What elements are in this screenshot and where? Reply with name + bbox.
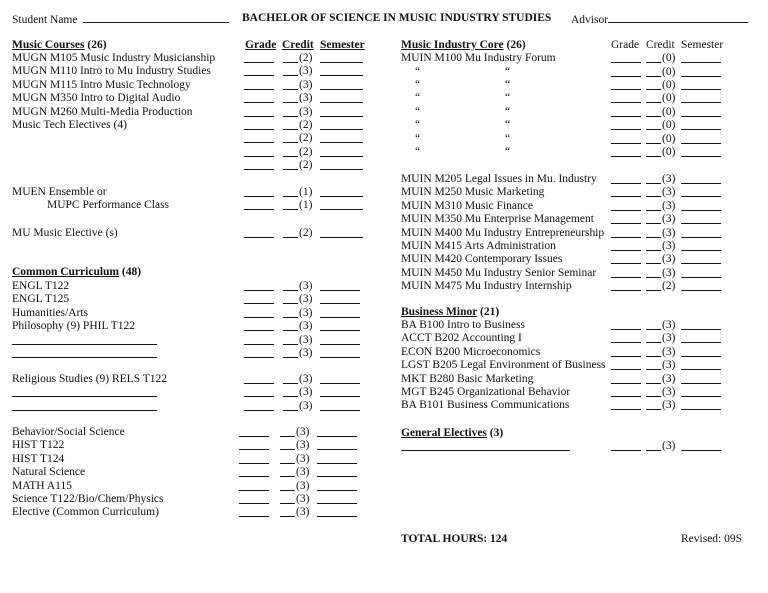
col-grade-header: Grade: [245, 39, 277, 51]
behavior-grade-blank[interactable]: [239, 436, 269, 437]
core-course-label: MUIN M400 Mu Industry Entrepreneurship: [401, 226, 605, 239]
cc-label: Humanities/Arts: [12, 306, 89, 319]
core-col-credit-header: Credit: [646, 39, 675, 51]
business-course-grade-blank[interactable]: [611, 409, 641, 410]
performance-grade-blank[interactable]: [244, 209, 274, 210]
behavior-credit-blank[interactable]: [280, 476, 295, 477]
cc-grade-blank[interactable]: [244, 290, 274, 291]
cc-credit: (3): [299, 306, 313, 319]
revised-note: Revised: 09S: [681, 533, 743, 545]
cc-semester-blank[interactable]: [320, 303, 360, 304]
business-course-label: MGT B245 Organizational Behavior: [401, 386, 571, 398]
music-elective-label: MU Music Elective (s): [12, 227, 118, 239]
core-course-label: MUIN M205 Legal Issues in Mu. Industry: [401, 173, 597, 185]
course-label: MUGN M260 Multi-Media Production: [12, 105, 193, 118]
business-course-label: MKT B280 Basic Marketing: [401, 372, 534, 385]
religious-semester-blank[interactable]: [320, 396, 360, 397]
behavior-credit: (3): [296, 426, 310, 438]
music-course-credit: (3): [299, 65, 313, 78]
core-course-grade-blank[interactable]: [611, 210, 641, 211]
behavior-credit: (3): [296, 479, 310, 492]
music-course-credit: (3): [299, 105, 313, 118]
forum-label: MUIN M100 Mu Industry Forum: [401, 52, 556, 64]
cc-credit-blank[interactable]: [283, 317, 298, 318]
core-course-credit-blank[interactable]: [646, 196, 661, 197]
ditto-mark: “: [505, 65, 511, 78]
business-course-credit: (3): [662, 319, 676, 331]
cc-credit: (3): [299, 320, 313, 333]
business-course-grade-blank[interactable]: [611, 369, 641, 370]
business-course-credit-blank[interactable]: [646, 396, 661, 397]
behavior-semester-blank[interactable]: [317, 436, 357, 437]
cc-semester-blank[interactable]: [320, 357, 360, 358]
behavior-credit: (3): [296, 466, 310, 479]
total-hours: TOTAL HOURS: 124: [401, 533, 508, 545]
cc-grade-blank[interactable]: [244, 317, 274, 318]
cc-credit-blank[interactable]: [283, 357, 298, 358]
core-course-label: MUIN M475 Mu Industry Internship: [401, 280, 572, 293]
forum-credit: (0): [662, 52, 676, 64]
business-minor-heading-title: Business Minor: [401, 306, 478, 318]
ditto-mark: “: [505, 78, 511, 91]
music-course-credit: (3): [299, 78, 313, 91]
forum-repeat-credit-blank[interactable]: [646, 116, 661, 117]
behavior-credit: (3): [296, 452, 310, 465]
performance-semester-blank[interactable]: [320, 209, 363, 210]
general-electives-heading-title: General Electives: [401, 427, 487, 439]
core-course-credit: (3): [662, 226, 676, 239]
business-course-semester-blank[interactable]: [681, 409, 721, 410]
business-minor-heading: [401, 306, 499, 319]
behavior-grade-blank[interactable]: [239, 516, 269, 517]
music-industry-core-heading-title: Music Industry Core: [401, 39, 504, 51]
music-elective-grade-blank[interactable]: [244, 237, 274, 238]
business-course-grade-blank[interactable]: [611, 396, 641, 397]
core-course-credit: (3): [662, 240, 676, 252]
music-course-grade-blank[interactable]: [244, 75, 274, 76]
cc-credit: (3): [299, 333, 313, 346]
advisor-label: Advisor: [571, 14, 609, 26]
ditto-mark: “: [415, 132, 421, 145]
music-course-semester-blank[interactable]: [320, 89, 363, 90]
business-course-credit: (3): [662, 345, 676, 358]
core-course-credit-blank[interactable]: [646, 277, 661, 278]
business-course-semester-blank[interactable]: [681, 342, 721, 343]
behavior-semester-blank[interactable]: [317, 449, 357, 450]
behavior-semester-blank[interactable]: [317, 463, 357, 464]
cc-credit: (3): [299, 280, 313, 292]
music-course-credit: (2): [299, 145, 313, 158]
business-course-semester-blank[interactable]: [681, 369, 721, 370]
music-course-credit: (2): [299, 132, 313, 145]
religious-credit-blank[interactable]: [283, 383, 298, 384]
core-course-semester-blank[interactable]: [681, 290, 721, 291]
business-course-credit: (3): [662, 332, 676, 345]
common-curriculum-heading-hours: (48): [119, 266, 142, 278]
business-course-credit-blank[interactable]: [646, 356, 661, 357]
behavior-credit-blank[interactable]: [280, 463, 295, 464]
business-course-grade-blank[interactable]: [611, 342, 641, 343]
forum-repeat-credit-blank[interactable]: [646, 143, 661, 144]
cc-grade-blank[interactable]: [244, 357, 274, 358]
music-course-grade-blank[interactable]: [244, 102, 274, 103]
cc-credit-blank[interactable]: [283, 290, 298, 291]
ditto-mark: “: [415, 65, 421, 78]
core-col-semester-header: Semester: [681, 39, 724, 51]
course-label: MUGN M115 Intro Music Technology: [12, 78, 191, 91]
forum-repeat-grade-blank[interactable]: [611, 102, 641, 103]
business-course-semester-blank[interactable]: [681, 396, 721, 397]
core-course-credit: (3): [662, 173, 676, 185]
forum-repeat-grade-blank[interactable]: [611, 116, 641, 117]
forum-repeat-semester-blank[interactable]: [681, 143, 721, 144]
cc-grade-blank[interactable]: [244, 344, 274, 345]
ditto-mark: “: [415, 78, 421, 91]
ditto-mark: “: [415, 145, 421, 158]
business-course-credit: (3): [662, 372, 676, 385]
course-label: MUGN M105 Music Industry Musicianship: [12, 52, 216, 64]
behavior-grade-blank[interactable]: [239, 476, 269, 477]
forum-semester-blank[interactable]: [681, 62, 721, 63]
music-industry-core-heading-hours: (26): [503, 39, 526, 51]
forum-credit-blank[interactable]: [646, 62, 661, 63]
cc-credit: (3): [299, 347, 313, 359]
common-curriculum-heading: [12, 266, 141, 279]
core-course-grade-blank[interactable]: [611, 183, 641, 184]
forum-repeat-semester-blank[interactable]: [681, 116, 721, 117]
business-course-credit-blank[interactable]: [646, 383, 661, 384]
general-elective-credit: (3): [662, 440, 676, 452]
behavior-credit-blank[interactable]: [280, 449, 295, 450]
behavior-credit: (3): [296, 493, 310, 505]
core-course-credit-blank[interactable]: [646, 210, 661, 211]
cc-label: ENGL T125: [12, 293, 70, 306]
core-course-label: MUIN M420 Contemporary Issues: [401, 253, 563, 266]
cc-write-in-blank[interactable]: [12, 344, 157, 345]
religious-write-in-blank[interactable]: [12, 410, 157, 411]
performance-credit-blank[interactable]: [283, 209, 298, 210]
ensemble-label: MUEN Ensemble or: [12, 186, 107, 198]
behavior-semester-blank[interactable]: [317, 476, 357, 477]
ensemble-grade-blank[interactable]: [244, 196, 274, 197]
student-name-field[interactable]: [12, 12, 229, 27]
cc-credit-blank[interactable]: [283, 344, 298, 345]
music-course-credit-blank[interactable]: [283, 116, 298, 117]
core-course-grade-blank[interactable]: [611, 290, 641, 291]
music-course-grade-blank[interactable]: [244, 142, 274, 143]
ditto-mark: “: [505, 105, 511, 118]
business-course-credit-blank[interactable]: [646, 342, 661, 343]
behavior-grade-blank[interactable]: [239, 449, 269, 450]
core-course-grade-blank[interactable]: [611, 237, 641, 238]
forum-repeat-credit-blank[interactable]: [646, 76, 661, 77]
core-course-credit-blank[interactable]: [646, 250, 661, 251]
behavior-credit: (3): [296, 439, 310, 452]
music-course-semester-blank[interactable]: [320, 116, 363, 117]
music-elective-credit: (2): [299, 227, 313, 239]
core-course-credit-blank[interactable]: [646, 237, 661, 238]
forum-repeat-credit: (0): [662, 105, 676, 118]
forum-repeat-credit-blank[interactable]: [646, 156, 661, 157]
music-elective-credit-blank[interactable]: [283, 237, 298, 238]
business-course-label: LGST B205 Legal Environment of Business: [401, 359, 606, 372]
general-elective-grade-blank[interactable]: [611, 450, 641, 451]
music-course-semester-blank[interactable]: [320, 75, 363, 76]
music-courses-heading-hours: (26): [84, 39, 107, 51]
forum-repeat-credit-blank[interactable]: [646, 102, 661, 103]
core-col-grade-header: Grade: [611, 39, 640, 51]
core-course-label: MUIN M310 Music Finance: [401, 199, 533, 212]
music-elective-semester-blank[interactable]: [320, 237, 363, 238]
music-course-grade-blank[interactable]: [244, 116, 274, 117]
common-curriculum-heading-title: Common Curriculum: [12, 266, 120, 278]
core-course-grade-blank[interactable]: [611, 250, 641, 251]
religious-write-in-blank[interactable]: [12, 396, 157, 397]
advisor-line[interactable]: [608, 12, 748, 23]
core-course-grade-blank[interactable]: [611, 223, 641, 224]
forum-repeat-credit: (0): [662, 119, 676, 132]
ensemble-credit-blank[interactable]: [283, 196, 298, 197]
core-course-semester-blank[interactable]: [681, 210, 721, 211]
student-name-label: Student Name: [12, 14, 78, 26]
cc-grade-blank[interactable]: [244, 330, 274, 331]
music-course-credit-blank[interactable]: [283, 142, 298, 143]
performance-credit: (1): [299, 199, 313, 211]
behavior-credit-blank[interactable]: [280, 516, 295, 517]
forum-repeat-credit: (0): [662, 92, 676, 105]
business-course-semester-blank[interactable]: [681, 329, 721, 330]
course-label: MUGN M350 Intro to Digital Audio: [12, 92, 181, 105]
forum-repeat-credit: (0): [662, 78, 676, 91]
music-course-credit-blank[interactable]: [283, 89, 298, 90]
cc-semester-blank[interactable]: [320, 330, 360, 331]
religious-credit-blank[interactable]: [283, 396, 298, 397]
music-course-grade-blank[interactable]: [244, 89, 274, 90]
ensemble-credit: (1): [299, 186, 313, 198]
forum-repeat-credit-blank[interactable]: [646, 89, 661, 90]
core-course-credit: (3): [662, 266, 676, 279]
page-title: BACHELOR OF SCIENCE IN MUSIC INDUSTRY STUDIES: [242, 12, 552, 24]
cc-semester-blank[interactable]: [320, 344, 360, 345]
core-course-semester-blank[interactable]: [681, 196, 721, 197]
religious-credit-blank[interactable]: [283, 410, 298, 411]
core-course-credit-blank[interactable]: [646, 263, 661, 264]
ditto-mark: “: [505, 92, 511, 105]
advisor-field[interactable]: [571, 12, 748, 27]
cc-label: Philosophy (9) PHIL T122: [12, 320, 135, 333]
behavior-label: MATH A115: [12, 479, 72, 492]
behavior-credit-blank[interactable]: [280, 436, 295, 437]
cc-credit: (3): [299, 293, 313, 306]
core-course-credit: (3): [662, 253, 676, 266]
student-name-line[interactable]: [83, 12, 229, 23]
business-course-label: BA B101 Business Communications: [401, 399, 570, 412]
business-course-label: BA B100 Intro to Business: [401, 319, 525, 331]
music-course-credit-blank[interactable]: [283, 62, 298, 63]
cc-semester-blank[interactable]: [320, 290, 360, 291]
religious-semester-blank[interactable]: [320, 383, 360, 384]
core-course-credit: (3): [662, 199, 676, 212]
general-elective-semester-blank[interactable]: [681, 450, 721, 451]
business-course-grade-blank[interactable]: [611, 356, 641, 357]
cc-credit-blank[interactable]: [283, 303, 298, 304]
music-course-credit-blank[interactable]: [283, 129, 298, 130]
ditto-mark: “: [505, 145, 511, 158]
business-course-semester-blank[interactable]: [681, 356, 721, 357]
core-course-semester-blank[interactable]: [681, 277, 721, 278]
ensemble-semester-blank[interactable]: [320, 196, 363, 197]
music-course-grade-blank[interactable]: [244, 169, 274, 170]
core-course-label: MUIN M250 Music Marketing: [401, 186, 545, 199]
religious-label: Religious Studies (9) RELS T122: [12, 373, 168, 385]
business-course-credit: (3): [662, 359, 676, 372]
core-course-semester-blank[interactable]: [681, 250, 721, 251]
core-course-grade-blank[interactable]: [611, 263, 641, 264]
religious-grade-blank[interactable]: [244, 396, 274, 397]
behavior-label: Behavior/Social Science: [12, 426, 125, 438]
core-course-label: MUIN M450 Mu Industry Senior Seminar: [401, 266, 597, 279]
business-course-credit-blank[interactable]: [646, 409, 661, 410]
religious-semester-blank[interactable]: [320, 410, 360, 411]
behavior-label: Science T122/Bio/Chem/Physics: [12, 493, 164, 505]
core-course-semester-blank[interactable]: [681, 237, 721, 238]
general-elective-write-in[interactable]: [401, 450, 570, 451]
ditto-mark: “: [505, 119, 511, 132]
core-course-credit: (3): [662, 186, 676, 199]
cc-grade-blank[interactable]: [244, 303, 274, 304]
cc-semester-blank[interactable]: [320, 317, 360, 318]
general-electives-heading-hours: (3): [486, 427, 504, 439]
core-course-credit: (2): [662, 280, 676, 293]
religious-credit: (3): [299, 386, 313, 399]
core-course-label: MUIN M350 Mu Enterprise Management: [401, 213, 594, 226]
behavior-label: Elective (Common Curriculum): [12, 506, 159, 519]
course-label: Music Tech Electives (4): [12, 119, 127, 131]
forum-repeat-semester-blank[interactable]: [681, 76, 721, 77]
ditto-mark: “: [415, 119, 421, 132]
music-course-credit: (3): [299, 92, 313, 105]
music-course-credit: (2): [299, 52, 313, 64]
performance-label: MUPC Performance Class: [47, 199, 170, 211]
business-course-credit-blank[interactable]: [646, 329, 661, 330]
business-course-credit: (3): [662, 386, 676, 398]
general-electives-heading: [401, 427, 503, 440]
behavior-grade-blank[interactable]: [239, 503, 269, 504]
music-course-credit-blank[interactable]: [283, 102, 298, 103]
forum-repeat-grade-blank[interactable]: [611, 143, 641, 144]
forum-grade-blank[interactable]: [611, 62, 641, 63]
religious-grade-blank[interactable]: [244, 410, 274, 411]
ditto-mark: “: [505, 132, 511, 145]
music-course-grade-blank[interactable]: [244, 156, 274, 157]
business-course-credit: (3): [662, 399, 676, 412]
behavior-grade-blank[interactable]: [239, 463, 269, 464]
cc-credit-blank[interactable]: [283, 330, 298, 331]
music-course-credit-blank[interactable]: [283, 156, 298, 157]
forum-repeat-grade-blank[interactable]: [611, 156, 641, 157]
business-course-grade-blank[interactable]: [611, 329, 641, 330]
core-course-semester-blank[interactable]: [681, 183, 721, 184]
behavior-credit-blank[interactable]: [280, 490, 295, 491]
forum-repeat-semester-blank[interactable]: [681, 156, 721, 157]
ditto-mark: “: [415, 105, 421, 118]
forum-repeat-credit: (0): [662, 132, 676, 145]
core-course-credit: (3): [662, 213, 676, 226]
behavior-semester-blank[interactable]: [317, 516, 357, 517]
core-course-grade-blank[interactable]: [611, 196, 641, 197]
music-course-semester-blank[interactable]: [320, 142, 363, 143]
behavior-label: Natural Science: [12, 466, 86, 479]
cc-label: ENGL T122: [12, 280, 70, 292]
behavior-credit: (3): [296, 506, 310, 519]
ditto-mark: “: [415, 92, 421, 105]
music-course-credit-blank[interactable]: [283, 75, 298, 76]
music-courses-heading-title: Music Courses: [12, 39, 85, 51]
music-course-credit: (2): [299, 159, 313, 172]
business-course-credit-blank[interactable]: [646, 369, 661, 370]
music-course-semester-blank[interactable]: [320, 102, 363, 103]
core-course-semester-blank[interactable]: [681, 263, 721, 264]
core-course-grade-blank[interactable]: [611, 277, 641, 278]
religious-credit: (3): [299, 373, 313, 385]
behavior-semester-blank[interactable]: [317, 503, 357, 504]
music-industry-core-heading: [401, 39, 526, 52]
core-course-credit-blank[interactable]: [646, 223, 661, 224]
behavior-grade-blank[interactable]: [239, 490, 269, 491]
music-course-semester-blank[interactable]: [320, 156, 363, 157]
core-course-credit-blank[interactable]: [646, 183, 661, 184]
core-course-semester-blank[interactable]: [681, 223, 721, 224]
forum-repeat-semester-blank[interactable]: [681, 129, 721, 130]
core-course-label: MUIN M415 Arts Administration: [401, 240, 556, 252]
course-label: MUGN M110 Intro to Mu Industry Studies: [12, 65, 211, 78]
business-minor-heading-hours: (21): [477, 306, 500, 318]
cc-write-in-blank[interactable]: [12, 357, 157, 358]
forum-repeat-credit-blank[interactable]: [646, 129, 661, 130]
religious-credit: (3): [299, 399, 313, 412]
general-elective-credit-blank[interactable]: [646, 450, 661, 451]
music-course-grade-blank[interactable]: [244, 62, 274, 63]
forum-repeat-semester-blank[interactable]: [681, 102, 721, 103]
music-courses-heading: [12, 39, 107, 52]
col-credit-header: Credit: [282, 39, 314, 51]
core-course-credit-blank[interactable]: [646, 290, 661, 291]
music-course-semester-blank[interactable]: [320, 129, 363, 130]
forum-repeat-grade-blank[interactable]: [611, 89, 641, 90]
business-course-label: ECON B200 Microeconomics: [401, 345, 541, 358]
behavior-label: HIST T122: [12, 439, 65, 452]
religious-grade-blank[interactable]: [244, 383, 274, 384]
behavior-semester-blank[interactable]: [317, 490, 357, 491]
behavior-credit-blank[interactable]: [280, 503, 295, 504]
business-course-label: ACCT B202 Accounting I: [401, 332, 522, 345]
music-course-semester-blank[interactable]: [320, 62, 363, 63]
business-course-grade-blank[interactable]: [611, 383, 641, 384]
business-course-semester-blank[interactable]: [681, 383, 721, 384]
music-course-semester-blank[interactable]: [320, 169, 363, 170]
music-course-credit: (2): [299, 119, 313, 131]
forum-repeat-semester-blank[interactable]: [681, 89, 721, 90]
forum-repeat-credit: (0): [662, 65, 676, 78]
forum-repeat-credit: (0): [662, 145, 676, 158]
col-semester-header: Semester: [320, 39, 365, 51]
behavior-label: HIST T124: [12, 452, 65, 465]
forum-repeat-grade-blank[interactable]: [611, 76, 641, 77]
forum-repeat-grade-blank[interactable]: [611, 129, 641, 130]
music-course-credit-blank[interactable]: [283, 169, 298, 170]
music-course-grade-blank[interactable]: [244, 129, 274, 130]
